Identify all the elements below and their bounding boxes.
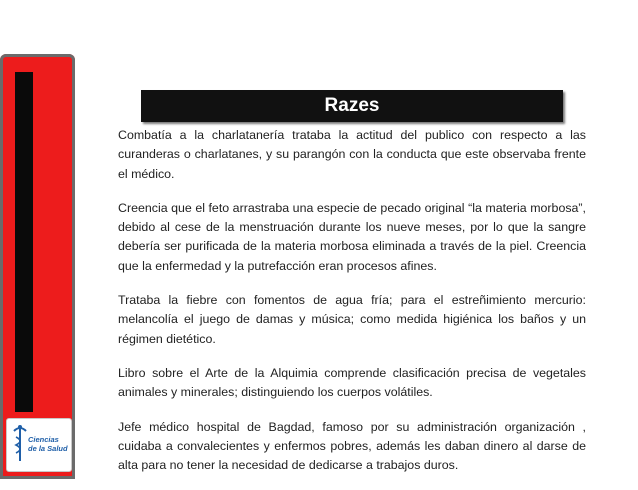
paragraph-3: Trataba la fiebre con fomentos de agua fría; para el estreñimiento mercurio: melancolía el juego de damas y música; como medida higiénica los baños y un régimen dietético.: [118, 293, 586, 346]
caduceus-icon: [11, 423, 29, 463]
side-decorative-band: [0, 54, 75, 479]
logo-line-1: Ciencias: [28, 435, 59, 444]
logo-text: [28, 435, 68, 453]
logo-line-2: de la Salud: [28, 444, 68, 453]
side-black-bar: [15, 72, 33, 412]
slide-title: Razes: [141, 90, 563, 122]
ciencias-de-la-salud-logo: [6, 418, 72, 472]
slide-content: [118, 126, 586, 490]
paragraph-1: Combatía a la charlatanería trataba la actitud del publico con respecto a las curanderas o charlatanes, y su parangón con la conducta que este observaba frente el médico.: [118, 128, 586, 181]
paragraph-5: Jefe médico hospital de Bagdad, famoso por su administración organización , cuidaba a convalecientes y enfermos pobres, además les daban dinero al darse de alta para no tener la necesidad de dedicarse a trabajos duros.: [118, 419, 586, 473]
paragraph-4: Libro sobre el Arte de la Alquimia comprende clasificación precisa de vegetales animales y minerales; distinguiendo los cuerpos volátiles.: [118, 365, 586, 400]
paragraph-2: Creencia que el feto arrastraba una especie de pecado original “la materia morbosa”, debido al cese de la menstruación durante los nueve meses, por lo que la sangre debería ser purificada de la materia morbosa eliminada a través de la piel. Creencia que la enfermedad y la putrefacción eran procesos afines.: [118, 200, 586, 273]
